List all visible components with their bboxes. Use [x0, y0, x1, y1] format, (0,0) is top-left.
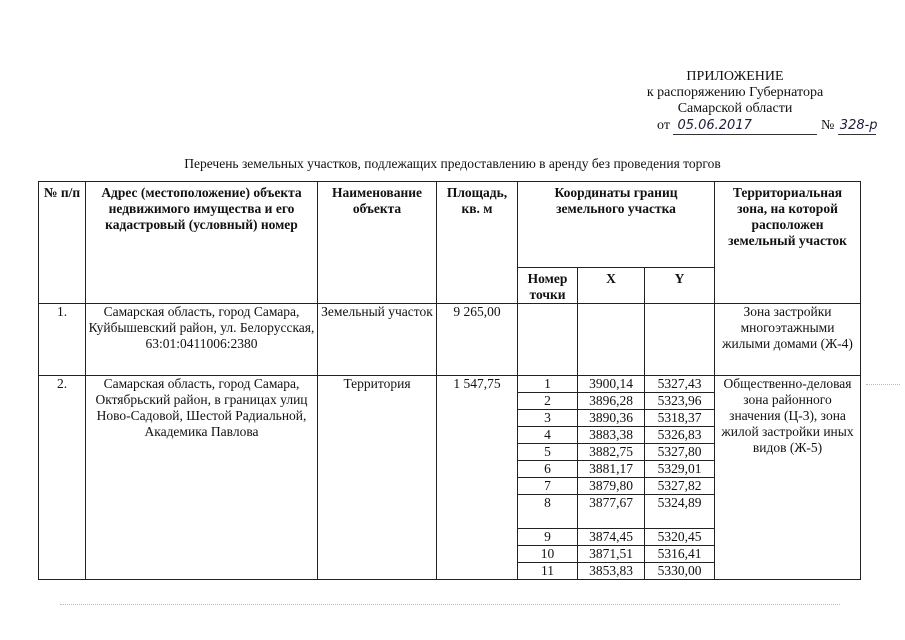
point-y: 5327,82 — [645, 478, 715, 495]
handwritten-date: 05.06.2017 — [673, 118, 817, 135]
table-header-row — [39, 182, 861, 268]
point-y: 5326,83 — [645, 427, 715, 444]
header-zone: Территориальная зона, на которой расположен земельный участок — [715, 182, 861, 304]
header-x: X — [578, 268, 645, 304]
point-x: 3874,45 — [578, 529, 645, 546]
header-name: Наименование объекта — [318, 182, 437, 304]
land-plots-table — [38, 181, 861, 580]
point-x: 3877,67 — [578, 495, 645, 529]
point-number: 9 — [518, 529, 578, 546]
point-y: 5318,37 — [645, 410, 715, 427]
row-name: Земельный участок — [318, 304, 437, 376]
point-y: 5329,01 — [645, 461, 715, 478]
point-x: 3900,14 — [578, 376, 645, 393]
point-x: 3853,83 — [578, 563, 645, 580]
point-x: 3890,36 — [578, 410, 645, 427]
row-zone: Зона застройки многоэтажными жилыми домами (Ж-4) — [715, 304, 861, 376]
point-number: 3 — [518, 410, 578, 427]
point-x: 3882,75 — [578, 444, 645, 461]
table-row — [39, 304, 861, 376]
point-number: 11 — [518, 563, 578, 580]
document-title: Перечень земельных участков, подлежащих предоставлению в аренду без проведения торгов — [184, 156, 721, 171]
point-y: 5324,89 — [645, 495, 715, 529]
scan-artifact-line — [866, 384, 900, 385]
row-x — [578, 304, 645, 376]
point-y: 5320,45 — [645, 529, 715, 546]
date-prefix: от — [657, 118, 670, 133]
point-number: 6 — [518, 461, 578, 478]
header-coordinates: Координаты границ земельного участка — [518, 182, 715, 268]
row-point-number — [518, 304, 578, 376]
point-x: 3896,28 — [578, 393, 645, 410]
point-number: 10 — [518, 546, 578, 563]
point-number: 8 — [518, 495, 578, 529]
point-y: 5327,43 — [645, 376, 715, 393]
header-num: № п/п — [39, 182, 86, 304]
handwritten-number: 328-р — [839, 118, 878, 133]
appendix-title: ПРИЛОЖЕНИЕ — [686, 69, 784, 84]
row-num: 2. — [39, 376, 86, 580]
header-y: Y — [645, 268, 715, 304]
row-y — [645, 304, 715, 376]
row-num: 1. — [39, 304, 86, 376]
row-area: 1 547,75 — [437, 376, 518, 580]
row-address: Самарская область, город Самара, Куйбышевский район, ул. Белорусская, 63:01:0411006:2380 — [86, 304, 318, 376]
row-address: Самарская область, город Самара, Октябрьский район, в границах улиц Ново-Садовой, Шестой Радиальной, Академика Павлова — [86, 376, 318, 580]
header-area: Площадь, кв. м — [437, 182, 518, 304]
header-address: Адрес (местоположение) объекта недвижимого имущества и его кадастровый (условный) номер — [86, 182, 318, 304]
point-number: 4 — [518, 427, 578, 444]
row-zone: Общественно-деловая зона районного значения (Ц-3), зона жилой застройки иных видов (Ж-5) — [715, 376, 861, 580]
point-x: 3871,51 — [578, 546, 645, 563]
point-x: 3883,38 — [578, 427, 645, 444]
appendix-line-1: к распоряжению Губернатора — [646, 85, 824, 100]
point-number: 1 — [518, 376, 578, 393]
point-y: 5327,80 — [645, 444, 715, 461]
table-row — [39, 376, 861, 393]
header-point-number: Номер точки — [518, 268, 578, 304]
row-area: 9 265,00 — [437, 304, 518, 376]
appendix-date-line — [600, 118, 878, 135]
point-number: 7 — [518, 478, 578, 495]
scan-artifact-line — [60, 604, 840, 605]
appendix-line-2: Самарской области — [677, 101, 793, 116]
point-number: 2 — [518, 393, 578, 410]
point-y: 5316,41 — [645, 546, 715, 563]
number-prefix: № — [820, 118, 835, 133]
point-y: 5330,00 — [645, 563, 715, 580]
point-y: 5323,96 — [645, 393, 715, 410]
point-x: 3879,80 — [578, 478, 645, 495]
appendix-header — [600, 69, 878, 135]
point-x: 3881,17 — [578, 461, 645, 478]
point-number: 5 — [518, 444, 578, 461]
row-name: Территория — [318, 376, 437, 580]
